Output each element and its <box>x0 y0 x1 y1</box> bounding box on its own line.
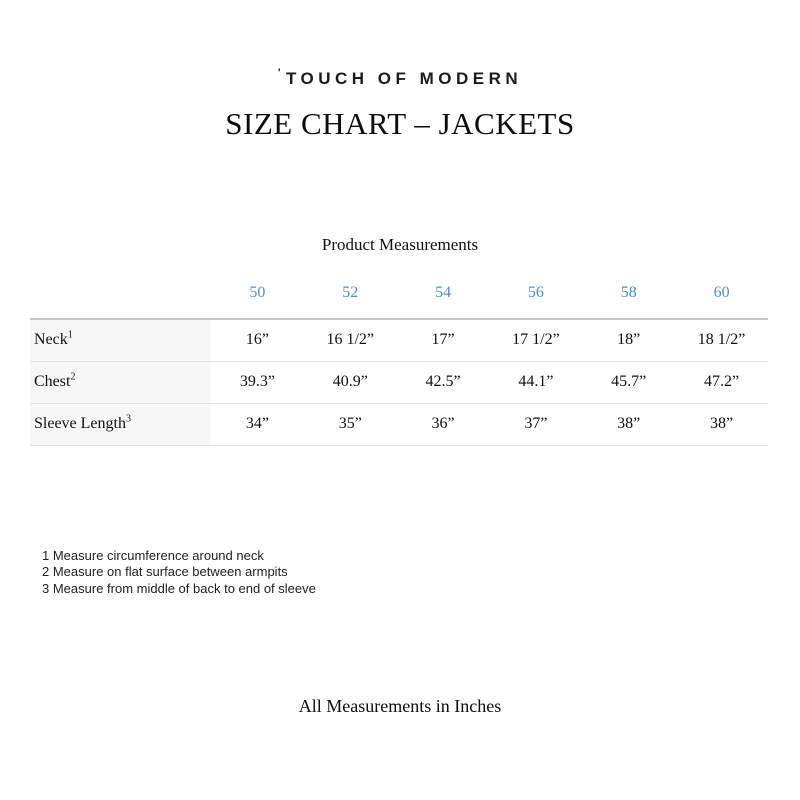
measurement-cell: 34” <box>245 415 269 433</box>
row-label-text: Sleeve Length <box>34 415 126 433</box>
measurement-cell: 35” <box>338 415 362 433</box>
footnotes <box>42 548 800 598</box>
size-chart-table <box>30 283 768 446</box>
brand-logo <box>0 69 800 89</box>
measurement-cell: 47.2” <box>704 373 740 391</box>
size-column-header: 60 <box>675 283 768 319</box>
row-label-neck <box>30 319 211 361</box>
units-note: All Measurements in Inches <box>298 696 502 717</box>
measurement-cell: 40.9” <box>332 373 368 391</box>
size-header-row <box>30 283 768 319</box>
measurement-cell: 45.7” <box>611 373 647 391</box>
page-title: SIZE CHART – JACKETS <box>225 106 575 141</box>
measurement-cell: 38” <box>710 415 734 433</box>
size-column-header: 54 <box>397 283 490 319</box>
measurement-cell: 17 1/2” <box>512 331 560 349</box>
size-column-header: 50 <box>211 283 304 319</box>
footnote-ref: 3 <box>125 413 131 425</box>
measurement-cell: 36” <box>431 415 455 433</box>
row-label-sleeve-length <box>30 403 211 445</box>
logo-tick-mark: ' <box>277 67 285 79</box>
size-column-header: 56 <box>489 283 582 319</box>
footnote-ref: 1 <box>67 330 73 342</box>
size-column-header: 52 <box>304 283 397 319</box>
measurement-cell: 38” <box>617 415 641 433</box>
footnote-1: 1 Measure circumference around neck <box>42 547 264 563</box>
measurement-cell: 37” <box>524 415 548 433</box>
table-row-sleeve-length <box>30 403 768 445</box>
table-row-chest <box>30 361 768 403</box>
measurement-cell: 16 1/2” <box>326 331 375 349</box>
measurement-cell: 17” <box>431 331 455 349</box>
footnote-3: 3 Measure from middle of back to end of sleeve <box>42 580 316 596</box>
size-column-header: 58 <box>582 283 675 319</box>
measurement-cell: 18” <box>617 331 641 349</box>
footnote-2: 2 Measure on flat surface between armpits <box>42 564 288 580</box>
measurement-cell: 18 1/2” <box>697 331 746 349</box>
brand-name: TOUCH OF MODERN <box>285 69 523 88</box>
row-label-text: Neck <box>34 331 68 349</box>
corner-cell <box>30 283 211 319</box>
table-caption: Product Measurements <box>321 235 479 255</box>
footnote-ref: 2 <box>70 371 76 383</box>
table-row-neck <box>30 319 768 361</box>
measurement-cell: 42.5” <box>425 373 461 391</box>
measurement-cell: 39.3” <box>239 373 275 391</box>
row-label-chest <box>30 361 211 403</box>
row-label-text: Chest <box>34 373 71 391</box>
measurement-cell: 16” <box>245 331 269 349</box>
measurement-cell: 44.1” <box>518 373 554 391</box>
